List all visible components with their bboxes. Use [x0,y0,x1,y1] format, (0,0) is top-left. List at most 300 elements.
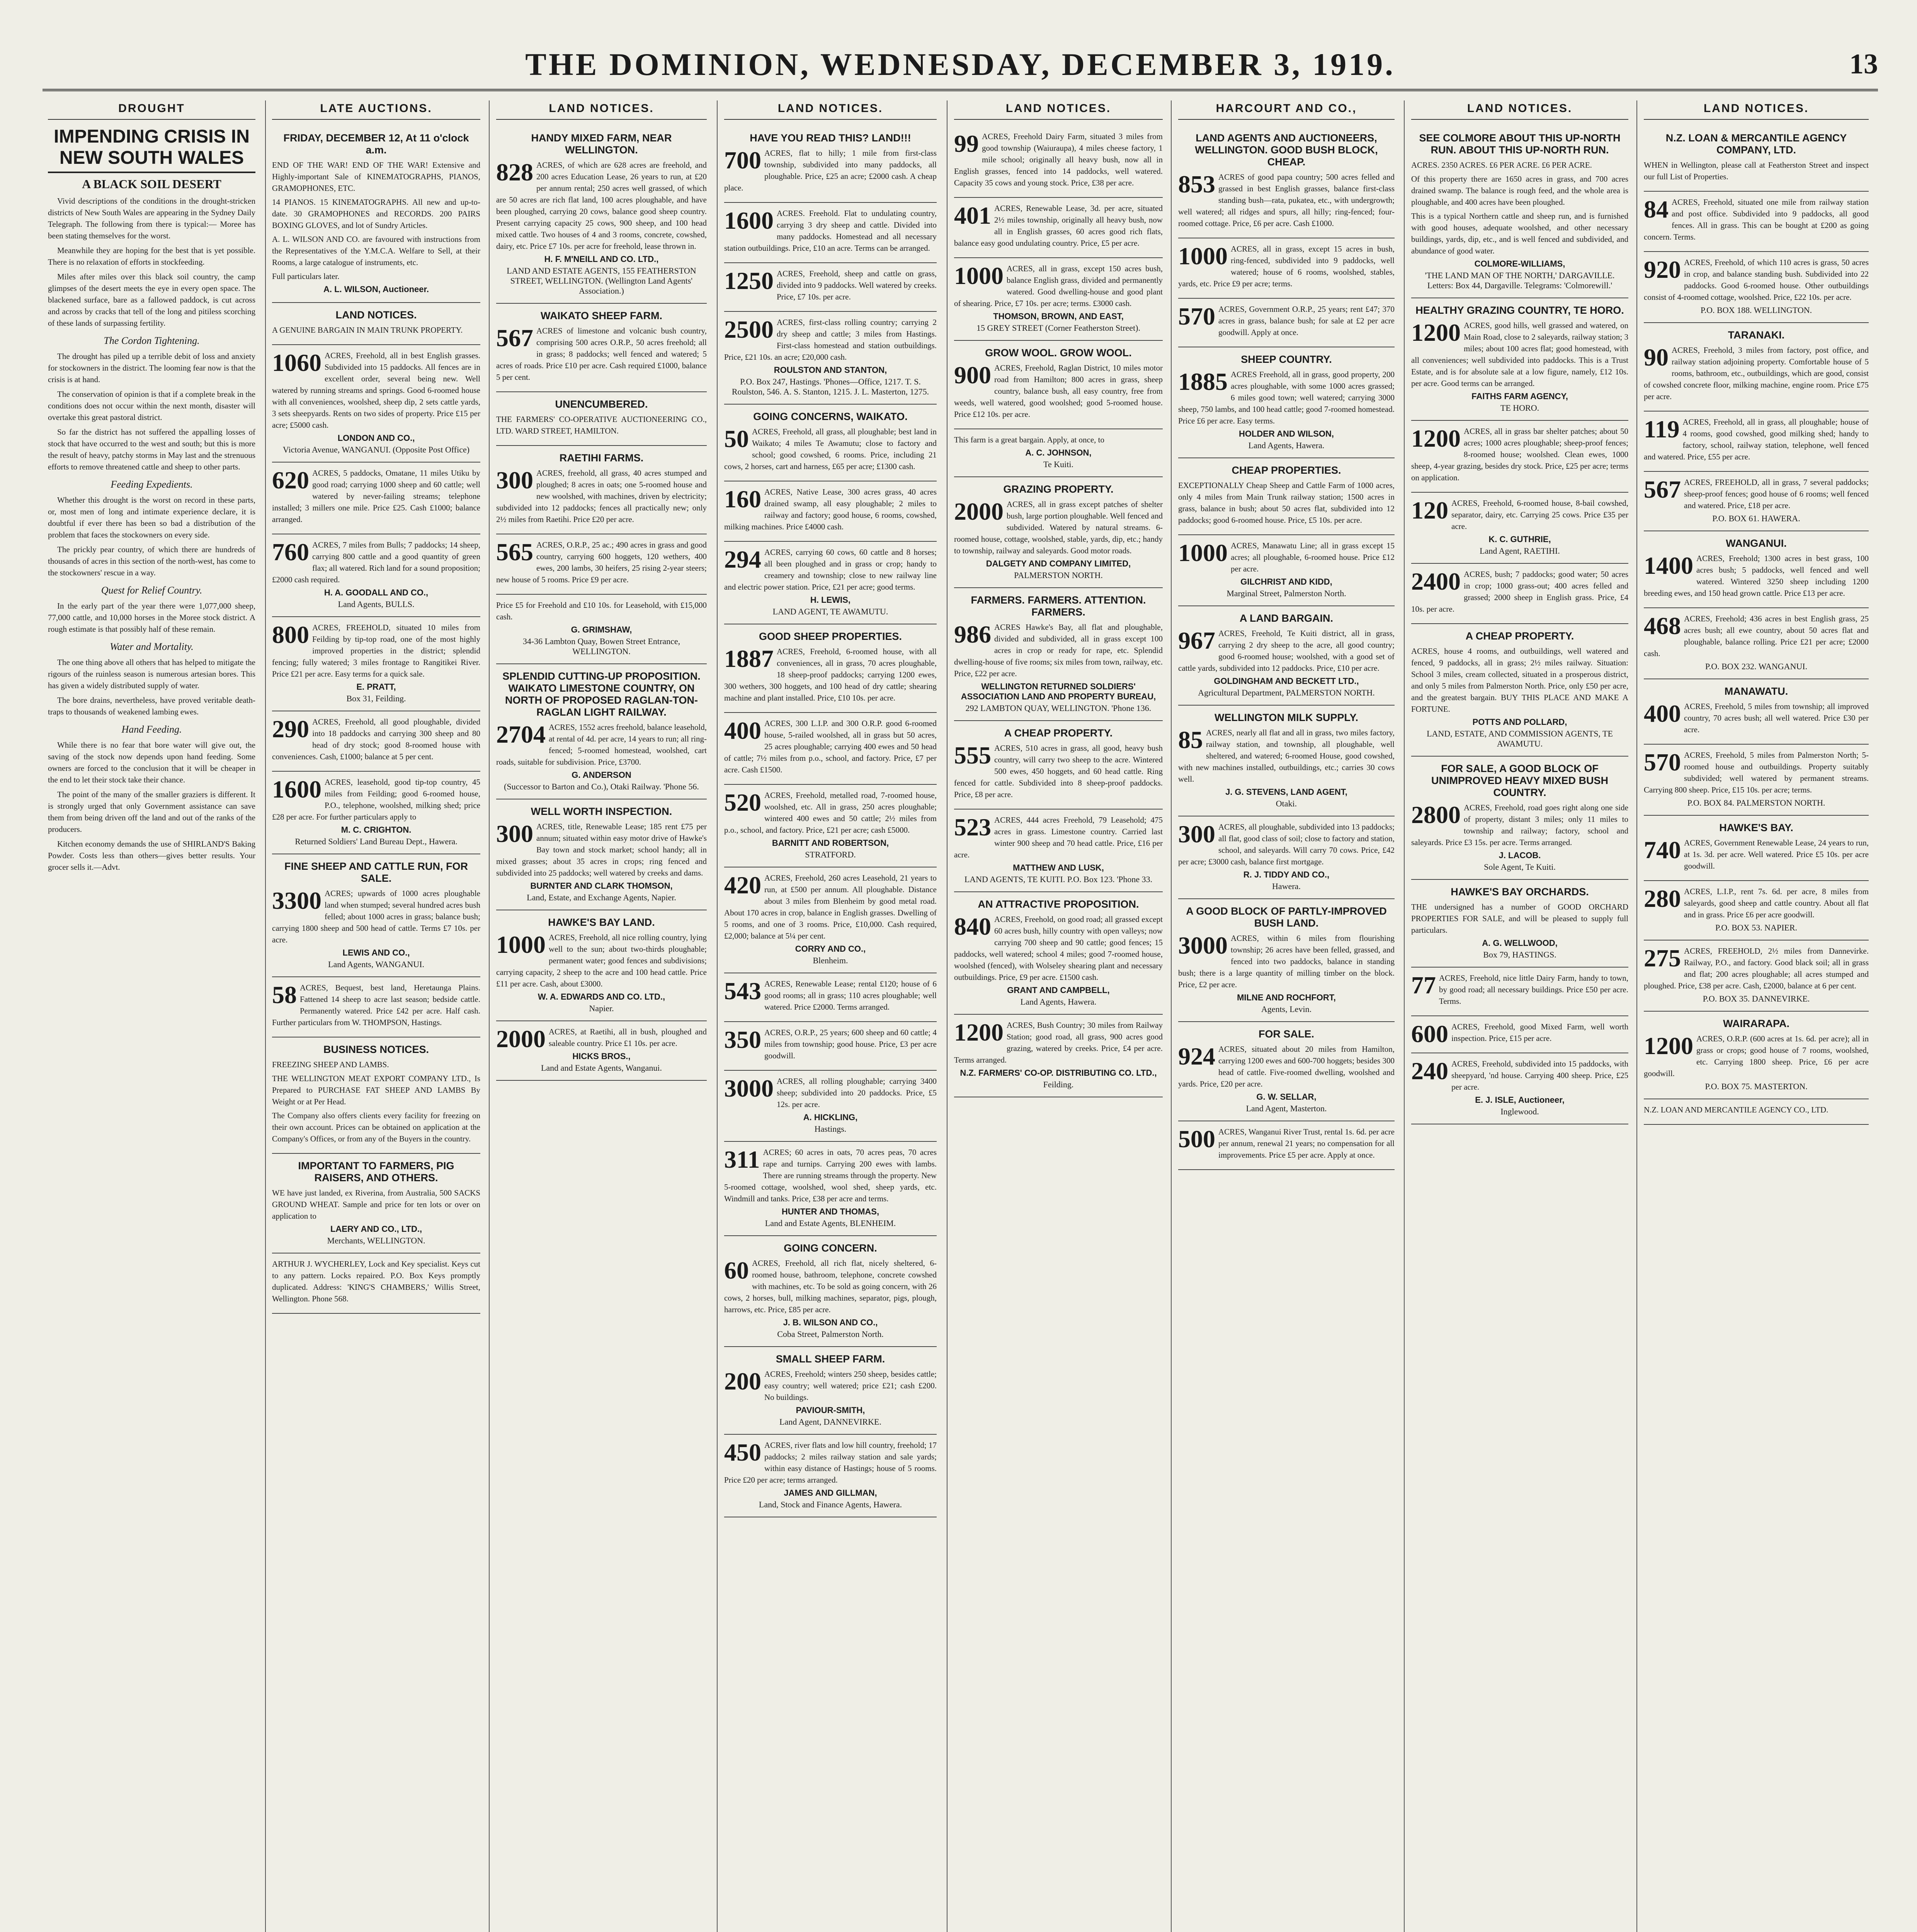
ads-list [1644,126,1869,1125]
classified-ad [724,263,937,312]
ad-text [724,268,937,303]
agent-address: Land Agent, RAETIHI. [1480,546,1560,556]
ad-text [724,1368,937,1403]
ad-text [724,872,937,942]
ad-text-content: ACRES, Freehold, metalled road, 7-roomed house, woolshed, etc. All in grass, 250 acres ploughable; wintered 400 ewes and 50 cattle; 2½ miles from p.o., school, and factory. Price, £21 per acre; cash £5000. [724,791,937,835]
acreage-number: 160 [724,485,761,513]
ad-text [1644,1104,1869,1116]
classified-ad [1644,881,1869,940]
column-rule [265,100,266,1932]
ad-text [1411,173,1628,208]
acreage-number: 400 [724,717,761,744]
ad-text-content: A. L. WILSON AND CO. are favoured with instructions from the Representatives of the Y.M.C.A. Welfare to Sell, at their Rooms, a large catalogue of instruments, etc. [272,235,480,267]
ad-text [1411,972,1628,1007]
agent-address: Victoria Avenue, WANGANUI. (Opposite Post Office) [282,445,470,454]
ad-text [954,1019,1163,1066]
agent-name: CORRY AND CO., [795,944,866,954]
classified-ad [1644,126,1869,192]
agent-address: Coba Street, Palmerston North. [777,1329,884,1339]
acreage-number: 1400 [1644,552,1693,579]
agent-address: LAND AGENTS, TE KUITI. P.O. Box 123. 'Phone 33. [964,874,1153,884]
agent-address: Land Agent, DANNEVIRKE. [779,1417,881,1427]
agent-name: HUNTER AND THOMAS, [781,1207,879,1216]
ad-text [954,913,1163,983]
classified-ad [724,624,937,713]
classified-ad [272,345,480,463]
ad-text-content: ACRES, all in grass, except 15 acres in bush, ring-fenced, subdivided into 9 paddocks, well watered; house of 6 rooms, woolshed, stables, yards, etc. Price £9 per acre; terms. [1178,244,1395,288]
ad-text-content: ACRES, first-class rolling country; carrying 2 dry sheep and cattle; 3 miles from Hastings. First-class homestead and station outbuildings. Price, £21 10s. an acre; £20,000 cash. [724,318,937,362]
agent-address: 15 GREY STREET (Corner Featherston Street). [976,323,1141,333]
ad-text [1411,425,1628,483]
ad-text-content: 14 PIANOS. 15 KINEMATOGRAPHS. All new and up-to-date. 30 GRAMOPHONES and RECORDS. 200 PAIRS BOXING GLOVES, and lot of Sundry Articles. [272,197,480,230]
ad-heading: SMALL SHEEP FARM. [776,1353,885,1365]
acreage-number: 500 [1178,1125,1215,1153]
ad-heading: HAWKE'S BAY LAND. [548,917,655,928]
agent-name: FAITHS FARM AGENCY, [1471,391,1568,401]
classified-ad [954,126,1163,198]
ad-text-content: A GENUINE BARGAIN IN MAIN TRUNK PROPERTY. [272,325,463,335]
classified-ad [1644,679,1869,745]
classified-ad [954,429,1163,477]
column-land-notices-1 [491,100,712,1932]
article-paragraph: In the early part of the year there were 1,077,000 sheep, 77,000 cattle, and 10,000 horses in the Moree stock district. A rough estimate is that possibly half of these remain. [48,601,255,634]
acreage-number: 620 [272,466,309,494]
agent-address: LAND AND ESTATE AGENTS, 155 FEATHERSTON STREET, WELLINGTON. (Wellington Land Agents' Association.) [507,266,696,296]
classified-ad [1178,299,1395,347]
ad-text-content: ACRES, Freehold, nice little Dairy Farm, handy to town, by good road; all necessary buildings. Price £50 per acre. Terms. [1439,973,1628,1006]
drought-article [48,126,255,873]
ad-text [1411,320,1628,389]
ad-text [954,814,1163,861]
ad-text [1178,369,1395,427]
acreage-number: 300 [496,466,533,494]
acreage-number: 1887 [724,645,774,672]
ad-text-content: ACRES, Freehold, all rich flat, nicely sheltered, 6-roomed house, bathroom, telephone, concrete cowshed with machines, etc. To be sold as going concern, with 26 cows, 2 horses, bull, milking machines, separator, pigs, plough, harrows, etc. Price, £85 per acre. [724,1259,937,1314]
classified-ad [954,810,1163,892]
ad-text-content: Full particulars later. [272,272,340,281]
classified-ad [954,588,1163,721]
ad-heading: A CHEAP PROPERTY. [1004,727,1113,739]
article-body [48,195,255,873]
ad-heading: FARMERS. FARMERS. ATTENTION. FARMERS. [971,594,1146,618]
ad-text-content: ACRES, 510 acres in grass, all good, heavy bush country, will carry two sheep to the acre. Wintered 500 ewes, 450 hoggets, and 60 head cattle. Ring fenced for cattle. Subdivided into 8 sheep-proof paddocks. Price, £8 per acre. [954,743,1163,799]
ad-text-content: ACRES, 5 paddocks, Omatane, 11 miles Utiku by good road; carrying 1000 sheep and 60 cattle; well watered by never-failing streams; telephone installed; 3 millers one mile. Price £25. Cash £1000; balance arranged. [272,468,480,524]
ad-heading: WELLINGTON MILK SUPPLY. [1214,712,1359,723]
ads-list [272,126,480,1314]
agent-address: Land and Estate Agents, Wanganui. [541,1063,662,1073]
ad-heading: CHEAP PROPERTIES. [1232,464,1341,476]
acreage-number: 1060 [272,349,321,376]
ad-text [1644,196,1869,243]
ad-text-content: WE have just landed, ex Riverina, from Australia, 500 SACKS GROUND WHEAT. Sample and price for ten lots or over on application to [272,1188,480,1221]
ad-text-content: ACRES, of which are 628 acres are freehold, and 200 acres Education Lease, 26 years to run, at £20 per annum rental; 250 acres well grassed, of which are 50 acres are rich flat land, 100 acres ploughable, and have been ploughed, carrying 20 cows, balance good sheep country. Present carrying capacity 25 cows, 900 sheep, and 100 head mixed cattle. Two houses of 4 and 3 rooms, concrete, cowshed, dairy, etc. Price £7 10s. per acre for freehold, lease thrown in. [496,160,707,251]
classified-ad [724,1071,937,1142]
classified-ad [724,973,937,1022]
ad-text-content: ACRES, nearly all flat and all in grass, two miles factory, railway station, and township, all ploughable, well sheltered, and watered; 6-roomed House, good cowshed, with new machines installed, outbuildings, etc.; carries 30 cows well. [1178,728,1395,784]
ad-text-content: This farm is a great bargain. Apply, at once, to [954,435,1104,444]
acreage-number: 2800 [1411,801,1461,828]
acreage-number: 1200 [1411,425,1461,452]
classified-ad [1178,126,1395,238]
ad-text [272,196,480,231]
ad-text [1178,628,1395,674]
agent-address: Inglewood. [1500,1107,1539,1116]
agent-name: JAMES AND GILLMAN, [784,1488,877,1498]
acreage-number: 400 [1644,700,1681,727]
agent-name: A. G. WELLWOOD, [1482,938,1558,948]
ad-text [724,546,937,593]
ad-text [496,539,707,585]
agent-address: P.O. BOX 61. HAWERA. [1712,514,1800,523]
ad-text [724,646,937,704]
ad-text [724,426,937,472]
ad-text [496,159,707,252]
ad-text [496,721,707,768]
ad-text [272,467,480,525]
masthead [43,43,1878,91]
acreage-number: 920 [1644,256,1681,283]
ad-text-content: ACRES, Freehold, all in best English grasses. Subdivided into 15 paddocks. All fences are in excellent order, several being new. Well watered by running streams and springs. Good 6-roomed house with all conveniences, woolshed, sheep dip, 2 sets cattle yards, 3 sets sheepyards. Rents on two sides of property. Price £15 per acre; £5000 cash. [272,351,480,430]
agent-name: HOLDER AND WILSON, [1238,429,1334,439]
agent-address: Marginal Street, Palmerston North. [1226,588,1346,598]
article-paragraph: The one thing above all others that has helped to mitigate the rigours of the ruinless season is numerous artesian bores. This has given a widely distributed supply of water. [48,658,255,690]
agent-name: J. B. WILSON AND CO., [783,1318,878,1327]
column-drought [43,100,261,1932]
column-land-notices-2 [719,100,942,1932]
ad-text-content: ACRES, Renewable Lease; rental £120; house of 6 good rooms; all in grass; 110 acres ploughable; well watered. Price £2000. Terms arranged. [764,979,937,1012]
ad-text-content: ACRES, leasehold, good tip-top country, 45 miles from Feilding; good 6-roomed house, P.O., telephone, woolshed, milking shed; price £28 per acre. For further particulars apply to [272,777,480,821]
acreage-number: 600 [1411,1020,1448,1048]
classified-ad [1178,706,1395,816]
classified-ad [1411,968,1628,1016]
agent-name: POTTS AND POLLARD, [1472,717,1567,727]
acreage-number: 1885 [1178,368,1228,395]
ad-text [1644,945,1869,992]
section-heading: Hand Feeding. [121,724,182,735]
ad-heading: HANDY MIXED FARM, NEAR WELLINGTON. [531,132,672,156]
ad-text-content: ACRES, Native Lease, 300 acres grass, 40 acres drained swamp, all easy ploughable; 2 miles to railway and factory; good house, 6 rooms, cowshed, milking machines. Price £4000 cash. [724,487,937,531]
classified-ad [954,892,1163,1015]
acreage-number: 1200 [954,1019,1004,1046]
classified-ad [272,1037,480,1154]
classified-ad [272,534,480,617]
agent-name: LONDON AND CO., [337,433,415,443]
acreage-number: 3000 [724,1075,774,1102]
classified-ad [1411,624,1628,757]
ad-heading: HAWKE'S BAY. [1719,822,1793,833]
acreage-number: 420 [724,871,761,899]
agent-name: G. ANDERSON [572,770,631,780]
ad-text-content: ACRES, Freehold, Raglan District, 10 miles motor road from Hamilton; 800 acres in grass, sheep country, balance bush, all easy country, free from weeds, well watered, good woolshed; good 5-roomed house. Price £12 10s. per acre. [954,363,1163,419]
ad-text-content: ARTHUR J. WYCHERLEY, Lock and Key specialist. Keys cut to any pattern. Locks repaired. P.O. Box Keys promptly duplicated. Address: 'KING'S CHAMBERS,' Willis Street, Wellington. Phone 568. [272,1259,480,1303]
acreage-number: 294 [724,546,761,573]
ad-text [724,316,937,363]
acreage-number: 58 [272,981,297,1009]
classified-ad [1644,608,1869,679]
ad-text-content: ACRES, Freehold, subdivided into 15 paddocks, with sheepyard, 'nd house. Carrying 400 sheep. Price, £25 per acre. [1451,1059,1628,1092]
acreage-number: 840 [954,913,991,940]
acreage-number: 760 [272,538,309,566]
ad-heading: FOR SALE, A GOOD BLOCK OF UNIMPROVED HEAVY MIXED BUSH COUNTRY. [1431,763,1609,798]
ad-text-content: END OF THE WAR! END OF THE WAR! Extensive and Highly-important Sale of KINEMATOGRAPHS, PIANOS, GRAMOPHONES, ETC. [272,160,480,193]
classified-ad [1644,1099,1869,1125]
classified-ad [272,463,480,534]
ad-text-content: ACRES, 1552 acres freehold, balance leasehold, at rental of 4d. per acre, 14 years to run; all ring-fenced; 5-roomed homestead, woolshed, cart roads, suitable for subdivision. Price, £3700. [496,723,707,767]
agent-address: STRATFORD. [805,850,856,859]
acreage-number: 275 [1644,944,1681,972]
classified-ad [496,910,707,1021]
agent-name: J. G. STEVENS, LAND AGENT, [1225,787,1347,797]
agent-address: (Successor to Barton and Co.), Otaki Railway. 'Phone 56. [504,782,699,791]
classified-ad [272,303,480,345]
column-heading: LAND NOTICES. [724,100,937,120]
agent-name: LAERY AND CO., LTD., [330,1224,422,1234]
agent-name: PAVIOUR-SMITH, [796,1405,865,1415]
ad-text-content: ACRES, 444 acres Freehold, 79 Leasehold; 475 acres in grass. Limestone country. Carried last winter 900 sheep and 70 head cattle. Price, £16 per acre. [954,815,1163,859]
article-paragraph: Miles after miles over this black soil country, the camp glimpses of the desert meets the eye in every open space. The blackened surface, bare as a fallowed paddock, is cut across and across by cracks that tell of the long and pitiless scorching of these lands of surpassing fertility. [48,272,255,328]
ad-text [272,324,480,336]
ad-text-content: ACRES; 60 acres in oats, 70 acres peas, 70 acres rape and turnips. Carrying 200 ewes with lambs. There are running streams through the property. New 5-roomed cottage, woolshed, wool shed, sheep yards, etc. Windmill and tanks. Price, £38 per acre and terms. [724,1148,937,1203]
ad-text-content: ACRES, house 4 rooms, and outbuildings, well watered and fenced, 9 paddocks, all in grass; 2½ miles railway. Situation: School 3 miles, cream collected, situated in a prosperous district, and only 5 miles from Palmerston North. Price, only £50 per acre, and the greatest bargain. BUY THIS PLACE AND MAKE A FORTUNE. [1411,646,1628,714]
ad-text [496,599,707,622]
ad-text-content: ACRES, O.R.P., 25 years; 600 sheep and 60 cattle; 4 miles from township; good house. Price, £3 per acre goodwill. [764,1028,937,1060]
ad-text [272,233,480,268]
page-number: 13 [1849,48,1878,80]
classified-ad [272,1154,480,1253]
agent-address: P.O. BOX 84. PALMERSTON NORTH. [1687,798,1825,808]
classified-ad [724,1435,937,1517]
ad-heading: A LAND BARGAIN. [1240,612,1333,624]
classified-ad [272,772,480,854]
ad-heading: FINE SHEEP AND CATTLE RUN, FOR SALE. [284,861,468,884]
ads-list [724,126,937,1517]
classified-ad [1178,1022,1395,1121]
agent-name: GOLDINGHAM AND BECKETT LTD., [1214,676,1359,686]
section-heading: Feeding Expedients. [111,479,193,490]
acreage-number: 90 [1644,344,1669,371]
acreage-number: 543 [724,977,761,1005]
ads-list [954,126,1163,1097]
ad-text [272,776,480,823]
ad-text [1411,645,1628,715]
acreage-number: 3300 [272,887,321,914]
agent-address: Land Agents, Hawera. [1020,997,1097,1007]
ad-text-content: THE FARMERS' CO-OPERATIVE AUCTIONEERING CO., LTD. WARD STREET, HAMILTON. [496,415,707,435]
ad-text [1411,901,1628,936]
article-paragraph: The bore drains, nevertheless, have proved veritable death-traps to thousands of weakened lambing ewes. [48,696,255,716]
ad-text-content: ACRES, Freehold; 436 acres in best English grass, 25 acres bush; all ewe country, about 50 acres flat and ploughable, balance rolling. Price £21 per acre; £2000 cash. [1644,614,1869,658]
ad-text [1178,727,1395,785]
ad-text-content: ACRES. 2350 ACRES. £6 PER ACRE. £6 PER ACRE. [1411,160,1592,170]
acreage-number: 2000 [954,498,1004,525]
acreage-number: 567 [496,324,533,352]
classified-ad [724,312,937,405]
ad-text [1644,749,1869,796]
classified-ad [1178,458,1395,535]
classified-ad [496,304,707,392]
agent-name: BARNITT AND ROBERTSON, [772,838,889,848]
ad-heading: LAND AGENTS AND AUCTIONEERS, WELLINGTON. GOOD BUSH BLOCK, CHEAP. [1195,132,1378,168]
ad-text [724,718,937,776]
acreage-number: 2500 [724,316,774,343]
agent-address: Feilding. [1043,1080,1074,1089]
ad-text-content: ACRES, all ploughable, subdivided into 13 paddocks; all flat, good class of soil; close to factory and station, school, and saleyards. Will carry 70 cows. Price, £42 per acre; £3000 cash, balance first mortgage. [1178,822,1395,866]
classified-ad [724,1022,937,1071]
ad-heading: FOR SALE. [1258,1028,1314,1040]
ad-heading: HEALTHY GRAZING COUNTRY, TE HORO. [1415,304,1624,316]
column-late-auctions [267,100,486,1932]
ads-list [1411,126,1628,1124]
article-paragraph: While there is no fear that bore water will give out, the saving of the stock now depends upon hand feeding. Some owners are forced to the conclusion that it will be cheaper in the end to let their stock take their chance. [48,740,255,784]
ad-text [496,325,707,383]
ad-text-content: ACRES, Freehold, 260 acres Leasehold, 21 years to run, at £500 per annum. All ploughable. Distance about 3 miles from Blenheim by good metal road. About 170 acres in crop, balance in English grasses. Dwelling of 5 rooms, and one of 3 rooms. Price, £10,000. Cash required, £2,000; balance at 5¼ per cent. [724,873,937,940]
classified-ad [1644,472,1869,531]
classified-ad [1178,606,1395,706]
agent-address: LAND AGENT, TE AWAMUTU. [772,607,888,616]
ad-text-content: THE undersigned has a number of GOOD ORCHARD PROPERTIES FOR SALE, and will be pleased to supply full particulars. [1411,902,1628,935]
acreage-number: 450 [724,1439,761,1466]
agent-address: Land and Estate Agents, BLENHEIM. [765,1218,896,1228]
agent-address: P.O. BOX 53. NAPIER. [1715,923,1798,932]
acreage-number: 570 [1644,748,1681,776]
ad-text [724,1027,937,1061]
acreage-number: 290 [272,715,309,743]
agent-address: P.O. BOX 188. WELLINGTON. [1700,305,1812,315]
agent-address: Te Kuiti. [1043,459,1073,469]
classified-ad [1178,347,1395,458]
classified-ad [1644,252,1869,323]
agent-name: K. C. GUTHRIE, [1488,534,1551,544]
ad-heading: SEE COLMORE ABOUT THIS UP-NORTH RUN. ABOUT THIS UP-NORTH RUN. [1419,132,1621,156]
ad-text [724,1146,937,1204]
ad-heading: SPLENDID CUTTING-UP PROPOSITION. WAIKATO LIMESTONE COUNTRY, ON NORTH OF PROPOSED RAGLAN-TON-RAGLAN LIGHT RAILWAY. [502,670,701,718]
acreage-number: 520 [724,789,761,816]
classified-ad [954,721,1163,810]
ad-text [1178,243,1395,289]
classified-ad [1411,493,1628,564]
classified-ad [272,854,480,977]
acreage-number: 570 [1178,303,1215,330]
column-heading: LAND NOTICES. [954,100,1163,120]
classified-ad [496,664,707,799]
agent-name: R. J. TIDDY AND CO., [1243,870,1330,879]
ad-text [272,1073,480,1107]
acreage-number: 50 [724,425,749,452]
agent-address: TE HORO. [1500,403,1539,413]
ad-text-content: ACRES, carrying 60 cows, 60 cattle and 8 horses; all been ploughed and in grass or crop; handy to creamery and township; close to new railway line and electric power station. Price, £21 per acre; good terms. [724,548,937,592]
ad-text-content: ACRES, all in grass, except 150 acres bush, balance English grass, divided and permanently watered. Good dwelling-house and good plant of shearing. Price, £7 10s. per acre; terms. £3000 cash. [954,264,1163,308]
ad-text-content: ACRES; upwards of 1000 acres ploughable land when stumped; several hundred acres bush felled; about 1000 acres in grass; balance bush; carrying 1800 sheep and 500 head of cattle. Terms £7 10s. per acre. [272,889,480,944]
agent-name: MATTHEW AND LUSK, [1013,863,1104,872]
column-harcourt [1173,100,1400,1932]
acreage-number: 311 [724,1146,760,1173]
ad-text-content: WHEN in Wellington, please call at Featherston Street and inspect our full List of Properties. [1644,160,1869,181]
classified-ad [1644,412,1869,472]
acreage-number: 120 [1411,497,1448,524]
ad-text-content: ACRES, O.R.P. (600 acres at 1s. 6d. per acre); all in grass or crops; good house of 7 rooms, woolshed, etc. Carrying 1800 sheep. Price, £6 per acre goodwill. [1644,1034,1869,1078]
ad-text [1178,821,1395,867]
article-paragraph: Meanwhile they are hoping for the best that is yet possible. There is no relaxation of efforts in stockfeeding. [48,246,255,267]
acreage-number: 350 [724,1026,761,1053]
agent-name: A. HICKLING, [803,1112,858,1122]
column-heading: DROUGHT [48,100,255,120]
agent-address: Box 31, Feilding. [346,694,406,703]
ad-text [954,131,1163,189]
ad-text [1411,1058,1628,1093]
ad-text [954,742,1163,800]
ad-text [272,982,480,1028]
acreage-number: 900 [954,361,991,389]
agent-address: 'THE LAND MAN OF THE NORTH,' DARGAVILLE. Letters: Box 44, Dargaville. Telegrams: 'Colmorewill.' [1425,270,1615,290]
classified-ad [1411,564,1628,624]
agent-address: Land, Stock and Finance Agents, Hawera. [759,1500,902,1509]
acreage-number: 800 [272,621,309,648]
agent-address: Otaki. [1276,799,1297,808]
ad-text-content: ACRES, situated about 20 miles from Hamilton, carrying 1200 ewes and 600-700 hoggets; besides 300 head of cattle. Five-roomed dwelling, woolshed and yards. Price, £20 per acre. [1178,1044,1395,1088]
acreage-number: 300 [496,820,533,847]
ad-text [272,888,480,946]
ad-text [1644,1033,1869,1079]
ad-text [1178,932,1395,990]
ad-text [954,263,1163,309]
ad-text-content: ACRES Hawke's Bay, all flat and ploughable, divided and subdivided, all in grass except 100 acres in crop or ready for rape, etc. Splendid dwelling-house of five rooms; six miles from town, railway, etc. Price, £22 per acre. [954,622,1163,678]
ad-text-content: ACRES, Freehold, sheep and cattle on grass, divided into 9 paddocks. Well watered by creeks. Price, £7 10s. per acre. [777,269,937,301]
classified-ad [1411,126,1628,298]
article-paragraph: The prickly pear country, of which there are hundreds of thousands of acres in this section of the north-west, has come to the stockowners' rescue in a way. [48,545,255,577]
ad-text [1644,886,1869,920]
agent-name: COLMORE-WILLIAMS, [1474,259,1565,269]
ad-heading: A GOOD BLOCK OF PARTLY-IMPROVED BUSH LAND. [1186,905,1387,929]
ad-text-content: ACRES, good hills, well grassed and watered, on Main Road, close to 2 saleyards, railway station; 3 miles; about 100 acres flat; good homestead, with all conveniences; well subdivided into paddocks. This is a Trust Estate, and is for absolute sale at a low figure, namely, £12 10s. per acre. Good terms can be arranged. [1411,321,1628,388]
agent-address: Box 79, HASTINGS. [1483,950,1556,959]
classified-ad [954,477,1163,588]
acreage-number: 2000 [496,1025,546,1053]
ad-text-content: ACRES, river flats and low hill country, freehold; 17 paddocks; 2 miles railway station and sale yards; within easy distance of Hastings; house of 5 rooms. Price £20 per acre; terms arranged. [724,1440,937,1485]
ad-text-content: ACRES, all rolling ploughable; carrying 3400 sheep; subdivided into 20 paddocks. Price, £5 12s. per acre. [777,1077,937,1109]
ad-text-content: ACRES, within 6 miles from flourishing township; 26 acres have been felled, grassed, and fenced into two paddocks, balance in standing bush; there is a large quantity of milling timber on the block. Price, £2 per acre. [1178,934,1395,989]
agent-name: GILCHRIST AND KIDD, [1240,577,1332,587]
ad-text-content: EXCEPTIONALLY Cheap Sheep and Cattle Farm of 1000 acres, only 4 miles from Main Trunk railway station; 1500 acres in grass, balance in bush; about 50 acres flat, subdivided into 12 paddocks; good 6-roomed house. Price, £5 10s. per acre. [1178,481,1395,525]
ad-text [1644,476,1869,511]
agent-name: A. L. WILSON, Auctioneer. [323,284,429,294]
classified-ad [1178,1121,1395,1170]
ad-text-content: ACRES, bush; 7 paddocks; good water; 50 acres in crop; 1000 grass-out; 400 acres felled and grassed; 2000 sheep in English grass. Price, £4 10s. per acre. [1411,570,1628,614]
ad-text [1644,159,1869,182]
classified-ad [724,713,937,785]
ad-text [724,147,937,194]
classified-ad [724,203,937,263]
ad-text [1644,837,1869,872]
classified-ad [496,126,707,304]
ad-heading: HAVE YOU READ THIS? LAND!!! [750,132,911,144]
classified-ad [1411,757,1628,880]
ad-heading: SHEEP COUNTRY. [1241,354,1332,365]
ad-heading: GOING CONCERN. [784,1242,877,1254]
acreage-number: 60 [724,1257,749,1284]
agent-name: BURNTER AND CLARK THOMSON, [530,881,673,891]
classified-ad [1644,816,1869,881]
classified-ad [954,198,1163,258]
ad-text-content: ACRES, title, Renewable Lease; 185 rent £75 per annum; situated within easy motor drive of Hawke's Bay town and stock market; school handy; all in mixed grasses; about 35 acres in crops; ring fenced and subdivided into 25 paddocks; well watered by creeks and dams. [496,822,707,878]
classified-ad [1178,816,1395,899]
ad-text-content: This is a typical Northern cattle and sheep run, and is furnished with good houses, adequate woolshed, and other necessary buildings, yards, dip, etc., and is well fenced and subdivided, and abundance of good water. [1411,211,1628,255]
agent-address: Sole Agent, Te Kuiti. [1484,862,1556,872]
classified-ad [496,392,707,446]
ad-text-content: ACRES, Freehold, all good ploughable, divided into 18 paddocks and carrying 300 sheep and 80 head of dry stock; good 8-roomed house with conveniences. Cash, £1000; balance at 5 per cent. [272,717,480,761]
acreage-number: 967 [1178,627,1215,654]
column-rule [1171,100,1172,1932]
acreage-number: 1200 [1411,319,1461,346]
